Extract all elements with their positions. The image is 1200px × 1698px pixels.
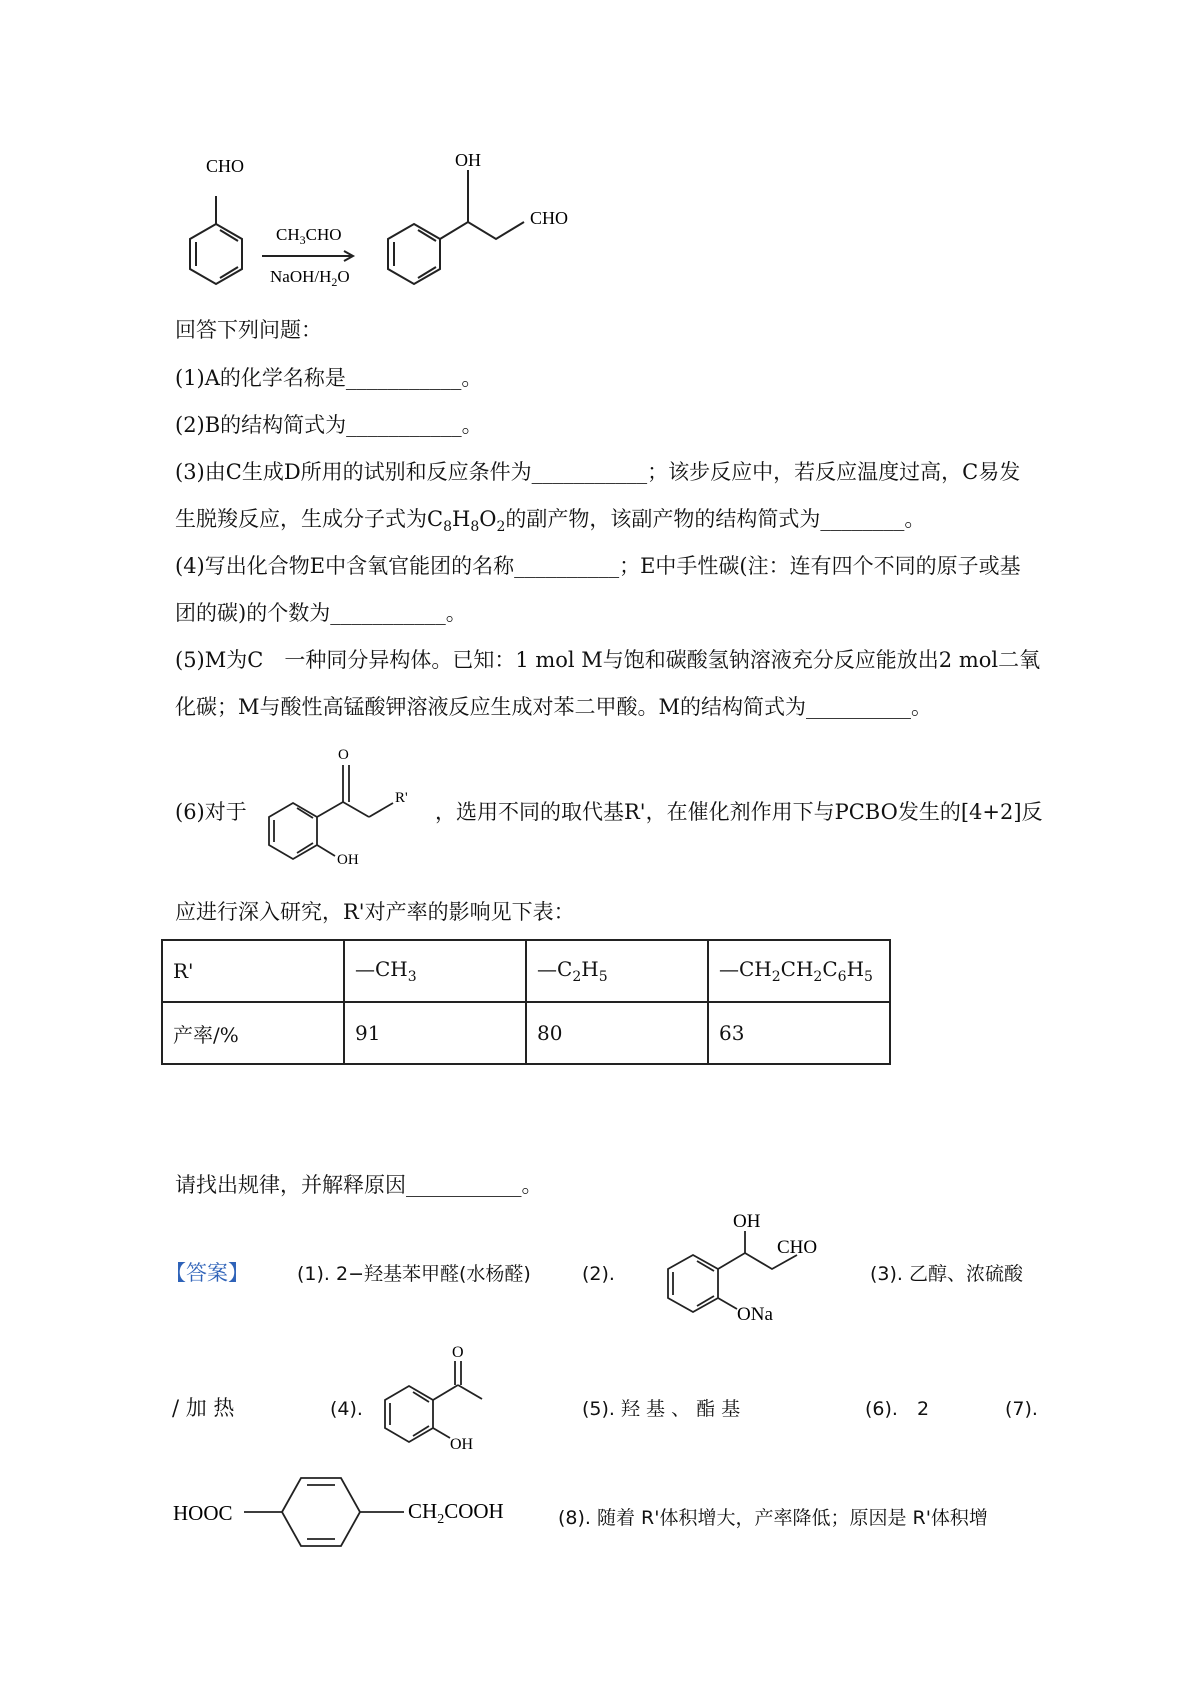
product-oh-label: OH xyxy=(455,150,481,170)
answer-8-text: (8). 随着 R'体积增大，产率降低；原因是 R'体积增 xyxy=(558,1507,988,1529)
answer-4-oh-label: OH xyxy=(450,1436,474,1453)
table-header-cell: R' xyxy=(162,940,344,1002)
hooc-label: HOOC xyxy=(173,1501,233,1525)
answer-1-text: (1). 2−羟基苯甲醛(水杨醛) xyxy=(297,1263,531,1285)
answer-4-molecule-svg xyxy=(370,1345,520,1460)
table-row-label: 产率/% xyxy=(162,1002,344,1064)
question-5-line-2: 化碳；M与酸性高锰酸钾溶液反应生成对苯二甲酸。M的结构简式为__________。 xyxy=(175,695,933,719)
question-1: (1)A的化学名称是___________。 xyxy=(175,366,483,390)
answer-2-molecule-svg xyxy=(625,1205,830,1335)
answer-3 xyxy=(870,1258,1023,1289)
q6-molecule xyxy=(245,740,435,875)
reagent-bottom-label: NaOH/$H_2O$ xyxy=(270,267,350,289)
answer-6 xyxy=(865,1393,929,1424)
q6-o-label: O xyxy=(338,747,349,763)
q6-r-label: R' xyxy=(395,790,408,806)
ch2cooh-label: $CH_2COOH$ xyxy=(408,1499,504,1527)
answer-4-text: (4). xyxy=(330,1398,363,1420)
answer-7-molecule xyxy=(170,1462,530,1562)
table-header-cell: $—CH_2CH_2C_6H_5$ xyxy=(708,940,890,1002)
answer-7-text: (7). xyxy=(1005,1398,1038,1420)
answer-4-o-label: O xyxy=(452,1345,464,1361)
answer-5 xyxy=(582,1393,740,1424)
q6-molecule-svg xyxy=(245,740,435,875)
q3-post: 的副产物，该副产物的结构简式为________。 xyxy=(505,507,926,531)
answer-tag xyxy=(165,1258,249,1288)
by-product-formula: $C_8H_8O_2$ xyxy=(427,507,506,536)
table-cell: 63 xyxy=(708,1002,890,1064)
table-header-cell: $—CH_3$ xyxy=(344,940,526,1002)
question-5-line-1: (5)M为C 一种同分异构体。已知：1 mol M与饱和碳酸氢钠溶液充分反应能放出2 mol二氧 xyxy=(175,648,1041,672)
answer-1 xyxy=(297,1258,531,1289)
table-row xyxy=(162,1002,890,1064)
table-cell: 91 xyxy=(344,1002,526,1064)
question-3-line-1: (3)由C生成D所用的试别和反应条件为___________；该步反应中，若反应温度过高，C易发 xyxy=(175,460,1021,484)
question-6-post: ，选用不同的取代基R'，在催化剂作用下与PCBO发生的[4+2]反 xyxy=(435,800,1043,824)
table-cell: 80 xyxy=(526,1002,708,1064)
product-cho-label: CHO xyxy=(530,208,569,228)
answer-2-cho-label: CHO xyxy=(777,1237,818,1258)
question-2: (2)B的结构简式为___________。 xyxy=(175,413,483,437)
table-header-cell: $—C_2H_5$ xyxy=(526,940,708,1002)
answer-7-num xyxy=(1005,1393,1038,1424)
answer-4-num xyxy=(330,1393,363,1424)
yield-table xyxy=(161,939,891,1065)
reagent-top-label: $CH_3CHO$ xyxy=(276,225,342,247)
question-6-ask: 请找出规律，并解释原因___________。 xyxy=(175,1173,543,1197)
answer-2-oh-label: OH xyxy=(733,1211,761,1232)
question-6-pre: (6)对于 xyxy=(175,800,247,824)
answer-5-text: (5). 羟 基 、 酯 基 xyxy=(582,1398,741,1420)
cho-label: CHO xyxy=(206,156,245,176)
question-3-line-2 xyxy=(175,504,925,542)
answer-2-molecule xyxy=(625,1205,830,1335)
question-4-line-2: 团的碳)的个数为___________。 xyxy=(175,601,467,625)
answer-3-text: (3). 乙醇、浓硫酸 xyxy=(870,1263,1023,1285)
q3-pre: 生脱羧反应，生成分子式为 xyxy=(175,507,427,531)
answer-2-ona-label: ONa xyxy=(737,1304,773,1325)
answer-3-cont: / 加 热 xyxy=(172,1396,235,1420)
question-6-line-2: 应进行深入研究，R'对产率的影响见下表： xyxy=(175,900,575,924)
answer-tag-text: 【答案】 xyxy=(165,1261,249,1285)
table-row xyxy=(162,940,890,1002)
answer-6-text: (6). 2 xyxy=(865,1398,930,1420)
answer-4-molecule xyxy=(370,1345,520,1460)
answer-8 xyxy=(558,1502,988,1533)
intro-text: 回答下列问题： xyxy=(175,318,322,342)
answer-2-num xyxy=(582,1258,615,1289)
reaction-scheme xyxy=(160,140,620,310)
question-4-line-1: (4)写出化合物E中含氧官能团的名称__________；E中手性碳(注：连有四个不同的原子或基 xyxy=(175,554,1021,578)
reaction-scheme-svg xyxy=(160,140,620,310)
q6-oh-label: OH xyxy=(337,852,359,868)
answer-2-text: (2). xyxy=(582,1263,615,1285)
answer-7-molecule-svg xyxy=(170,1462,530,1562)
